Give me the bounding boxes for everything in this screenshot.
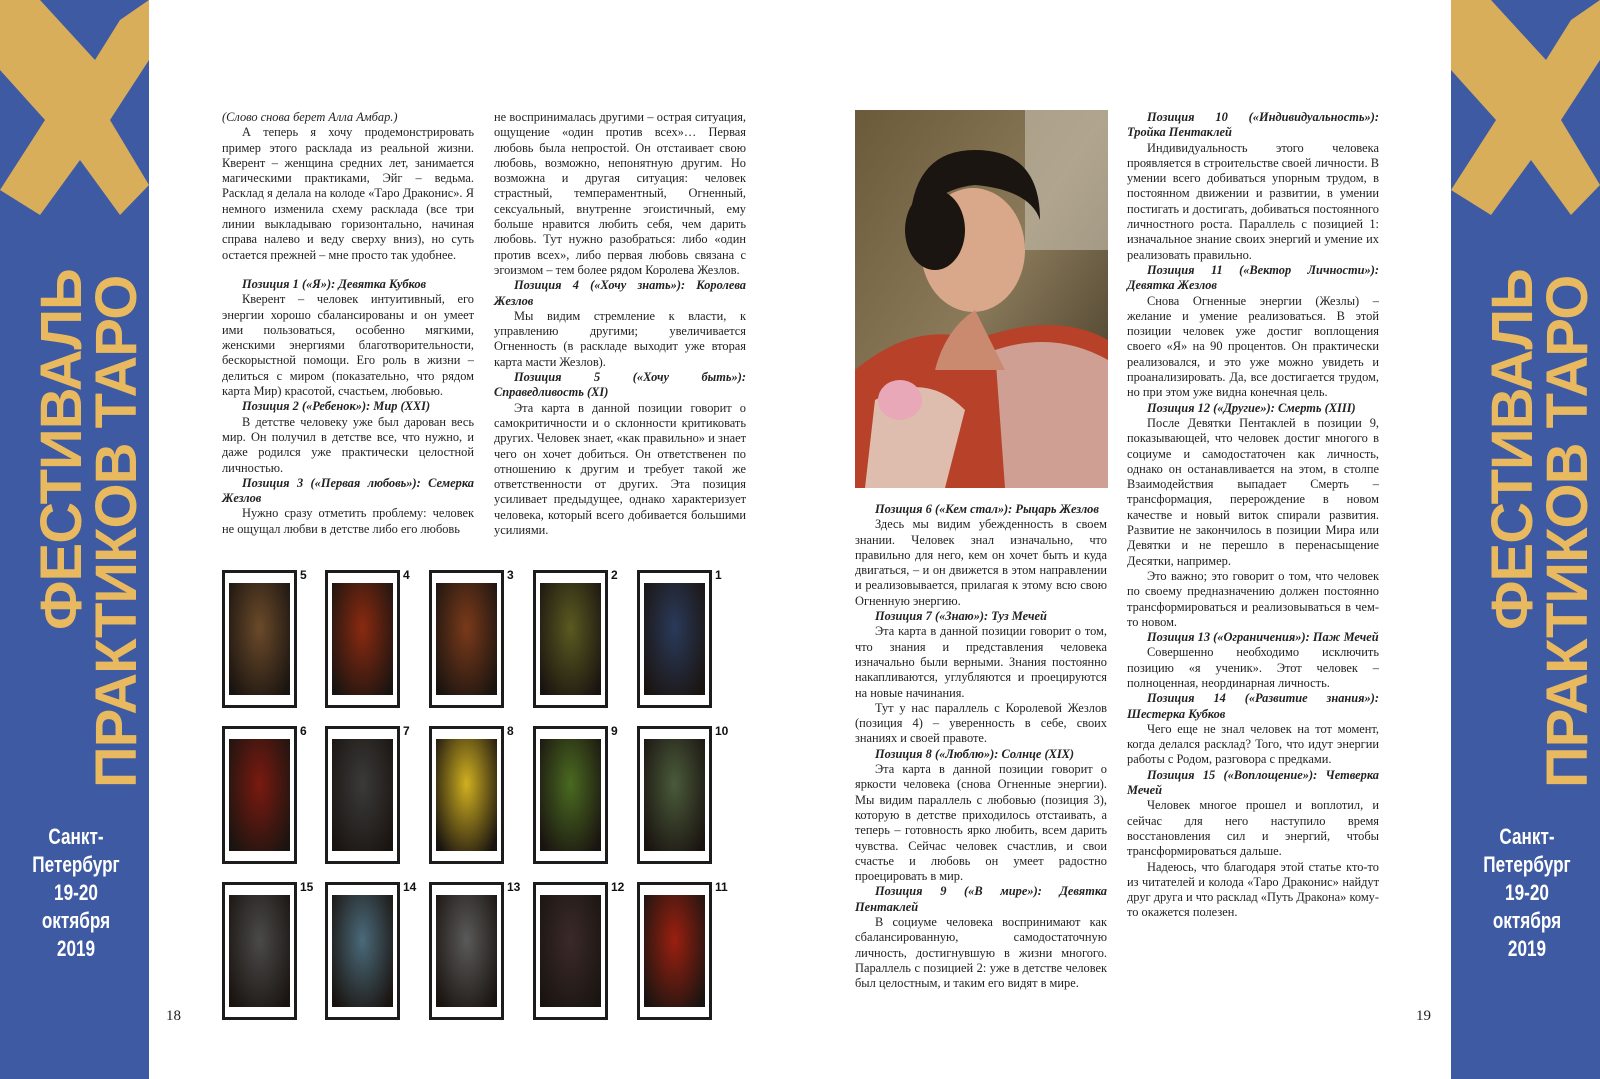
paragraph: Индивидуальность этого человека проявляется в строительстве своей личности. В умении всего добиваться упорным трудом, в постоянном движении и развитии, в умении постигать и достигать, добиваться постоянного личностного роста. Параллель с позицией 1: изначальное знание своих энергий и умение их реализовать правильно. bbox=[1127, 140, 1379, 262]
position-heading: Позиция 7 («Знаю»): Туз Мечей bbox=[875, 609, 1047, 624]
card-position-number: 7 bbox=[403, 724, 410, 738]
position-heading: Позиция 15 («Воплощение»): Четверка Мечей bbox=[1127, 767, 1379, 798]
paragraph: Эта карта в данной позиции говорит о яркости человека (снова Огненные энергии). Мы видим параллель с любовью (позиция 3), которую в детстве приходилось отстаивать, а теперь – готовность ярко любить, всем дарить чувства. Сейчас человек счастлив, и свои счастье и любовь он умеет радостно проецировать в мир. bbox=[855, 762, 1107, 884]
paragraph: Кверент – человек интуитивный, его энергии хорошо сбалансированы и он умеет ими пользоваться, особенно мягкими, женскими энергиями благотворительности, бескорыстной помощи. Его роль в жизни – делиться с миром (показательно, что рядом карта Мир) красотой, счастьем, любовью. bbox=[222, 292, 474, 399]
card-position-number: 4 bbox=[403, 568, 410, 582]
page-number-left: 18 bbox=[166, 1008, 181, 1024]
card-artwork bbox=[332, 583, 393, 695]
position-heading: Позиция 5 («Хочу быть»): Справедливость (XI) bbox=[494, 370, 746, 400]
left-column-1 bbox=[222, 110, 474, 537]
card-position-number: 10 bbox=[715, 724, 729, 738]
tarot-card bbox=[429, 726, 504, 864]
position-heading: Позиция 9 («В мире»): Девятка Пентаклей bbox=[855, 884, 1107, 914]
card-position-number: 3 bbox=[507, 568, 514, 582]
position-heading: Позиция 3 («Первая любовь»): Семерка Жезлов bbox=[222, 475, 474, 506]
paragraph: После Девятки Пентаклей в позиции 9, показывающей, что человек достиг многого в социуме и самодостаточен как личность, однако он останавливается на этом, в столпе Взаимодействия выпадает Смерть – трансформация, перерождение в новом качестве и новый виток спирали развития. Развитие не закончилось в позиции Мира или Девятки и не перешло в перенасыщение Десятки, например. bbox=[1127, 415, 1379, 568]
right-column-1 bbox=[855, 502, 1107, 992]
left-column-2 bbox=[494, 110, 746, 538]
position-heading: Позиция 13 («Ограничения»): Паж Мечей bbox=[1147, 630, 1379, 645]
position-heading: Позиция 6 («Кем стал»): Рыцарь Жезлов bbox=[875, 502, 1099, 516]
card-position-number: 1 bbox=[715, 568, 722, 582]
card-position-number: 2 bbox=[611, 568, 618, 582]
author-photo bbox=[855, 110, 1108, 488]
event-dates: 19-20 октября bbox=[1492, 880, 1562, 933]
card-position-number: 5 bbox=[300, 568, 307, 582]
card-artwork bbox=[436, 583, 497, 695]
card-artwork bbox=[644, 583, 705, 695]
paragraph: (Слово снова берет Алла Амбар.) bbox=[222, 110, 398, 124]
right-column-2 bbox=[1127, 110, 1379, 921]
card-artwork bbox=[332, 739, 393, 851]
tarot-card bbox=[429, 570, 504, 708]
card-position-number: 13 bbox=[507, 880, 521, 894]
paragraph: Снова Огненные энергии (Жезлы) – желание и умение реализоваться. В этой позиции человек уже достиг воплощения своего «Я» на 90 процентов. Он практически реализовался, и это уже можно увидеть и проанализировать. Да, все достигается трудом, но при этом уже видна конечная цель. bbox=[1127, 293, 1379, 400]
position-heading: Позиция 14 («Развитие знания»): Шестерка Кубков bbox=[1127, 691, 1379, 721]
paragraph: В социуме человека воспринимают как сбалансированную, самодостаточную личность, достигнувшую в жизни многого. Параллель с позицией 2: уже в детстве человек был целостным, и таким его видят в мире. bbox=[855, 915, 1107, 991]
position-heading: Позиция 10 («Индивидуальность»): Тройка Пентаклей bbox=[1127, 110, 1379, 140]
paragraph: Совершенно необходимо исключить позицию «я ученик». Этот человек – полноценная, неординарная личность. bbox=[1127, 645, 1379, 690]
title-line-1: ФЕСТИВАЛЬ bbox=[29, 269, 94, 630]
tarot-card bbox=[429, 882, 504, 1020]
page-left bbox=[149, 0, 851, 1079]
card-artwork bbox=[540, 583, 601, 695]
tarot-card bbox=[222, 726, 297, 864]
left-festival-band bbox=[0, 0, 149, 1079]
card-artwork bbox=[644, 739, 705, 851]
card-position-number: 15 bbox=[300, 880, 314, 894]
card-artwork bbox=[644, 895, 705, 1007]
card-artwork bbox=[332, 895, 393, 1007]
tarot-card bbox=[533, 882, 608, 1020]
title-line-2: ПРАКТИКОВ ТАРО bbox=[1535, 275, 1600, 788]
paragraph: А теперь я хочу продемонстрировать пример этого расклада из реальной жизни. Кверент – женщина средних лет, занимается магическими практиками, Эйг – ведьма. Расклад я делала на колоде «Таро Драконис». Я немного изменила схему расклада (все три линии выкладываю горизонтально, начиная справа налево и веду сверху вниз), но суть остается прежней – мне просто так удобнее. bbox=[222, 125, 474, 262]
paragraph: Эта карта в данной позиции говорит о самокритичности и о склонности критиковать других. Человек знает, «как правильно» и знает чего он хочет добиться. Он ответственен по отношению к другим и требует такой же ответственности от других. Эта позиция усиливает предыдущее, однако характеризует человека, который всего добивается большими усилиями. bbox=[494, 400, 746, 538]
paragraph: Здесь мы видим убежденность в своем знании. Человек знал изначально, что правильно для него, кем он хочет быть и куда двигаться, – и он движется в этом направлении и реализовывается, прилагая к этому всю свою Огненную энергию. bbox=[855, 517, 1107, 608]
event-year: 2019 bbox=[56, 936, 96, 961]
card-artwork bbox=[229, 583, 290, 695]
paragraph: Мы видим стремление к власти, к управлению другими; увеличивается Огненность (в раскладе выходит уже вторая карта масти Жезлов). bbox=[494, 308, 746, 369]
paragraph: Человек многое прошел и воплотил, и сейчас для него наступило время восстановления сил и энергий, чтобы трансформироваться дальше. bbox=[1127, 798, 1379, 859]
festival-vertical-title bbox=[28, 240, 149, 810]
event-city: Санкт-Петербург bbox=[32, 824, 120, 877]
tarot-card bbox=[533, 726, 608, 864]
position-heading: Позиция 11 («Вектор Личности»): Девятка Жезлов bbox=[1127, 262, 1379, 293]
card-position-number: 8 bbox=[507, 724, 514, 738]
event-location-dates bbox=[1472, 823, 1581, 963]
tarot-card bbox=[533, 570, 608, 708]
tarot-card bbox=[637, 726, 712, 864]
cross-logo-icon bbox=[0, 0, 149, 230]
paragraph: В детстве человеку уже был дарован весь мир. Он получил в детстве все, что нужно, и даже родился уже практически целостной личностью. bbox=[222, 414, 474, 475]
cross-logo-icon bbox=[1451, 0, 1600, 230]
paragraph: Эта карта в данной позиции говорит о том, что знания и представления человека изначально были верными. Знания постоянно накапливаются, углубляются и проецируются на новые начинания. bbox=[855, 624, 1107, 700]
paragraph: Это важно; это говорит о том, что человек по своему предназначению должен постоянно трансформироваться и реализовываться в чем-то новом. bbox=[1127, 568, 1379, 629]
title-line-2: ПРАКТИКОВ ТАРО bbox=[84, 275, 149, 788]
festival-vertical-title bbox=[1479, 240, 1600, 810]
title-line-1: ФЕСТИВАЛЬ bbox=[1480, 269, 1545, 630]
card-artwork bbox=[229, 739, 290, 851]
card-position-number: 9 bbox=[611, 724, 618, 738]
card-artwork bbox=[540, 895, 601, 1007]
position-heading: Позиция 1 («Я»): Девятка Кубков bbox=[242, 276, 427, 291]
tarot-card bbox=[325, 726, 400, 864]
tarot-card bbox=[222, 882, 297, 1020]
position-heading: Позиция 12 («Другие»): Смерть (XIII) bbox=[1147, 400, 1356, 415]
paragraph: Тут у нас параллель с Королевой Жезлов (позиция 4) – уверенность в себе, своих знаниях и своей правоте. bbox=[855, 700, 1107, 746]
card-position-number: 14 bbox=[403, 880, 417, 894]
paragraph: Надеюсь, что благодаря этой статье кто-то из читателей и колода «Таро Драконис» найдут друг друга и что расклад «Путь Дракона» кому-то окажется полезен. bbox=[1127, 859, 1379, 920]
event-location-dates bbox=[21, 823, 130, 963]
tarot-card bbox=[637, 570, 712, 708]
tarot-card bbox=[222, 570, 297, 708]
card-position-number: 11 bbox=[715, 880, 728, 894]
position-heading: Позиция 2 («Ребенок»): Мир (XXI) bbox=[242, 399, 431, 414]
event-dates: 19-20 октября bbox=[41, 880, 111, 933]
tarot-card bbox=[325, 882, 400, 1020]
card-position-number: 12 bbox=[611, 880, 625, 894]
card-artwork bbox=[229, 895, 290, 1007]
paragraph: Чего еще не знал человек на тот момент, когда делался расклад? Того, что идут энергии работы с Родом, разговора с предками. bbox=[1127, 721, 1379, 767]
event-city: Санкт-Петербург bbox=[1483, 824, 1571, 877]
card-artwork bbox=[540, 739, 601, 851]
paragraph: не воспринималась другими – острая ситуация, ощущение «один против всех»… Первая любовь была непростой. Он отстаивает свою любовь, возможно, непонятную другим. Но возможна и другая ситуация: человек страстный, темпераментный, Огненный, сексуальный, внутренне эгоистичный, ему больше нравится любить себя, чем дарить любовь. Тут нужно разобраться: либо «один против всех», либо первая любовь связана с эгоизмом – тем более рядом Королева Жезлов. bbox=[494, 110, 746, 277]
position-heading: Позиция 4 («Хочу знать»): Королева Жезлов bbox=[494, 278, 746, 308]
position-heading: Позиция 8 («Люблю»): Солнце (XIX) bbox=[875, 746, 1075, 761]
tarot-card bbox=[637, 882, 712, 1020]
event-year: 2019 bbox=[1507, 936, 1547, 961]
tarot-card bbox=[325, 570, 400, 708]
card-position-number: 6 bbox=[300, 724, 307, 738]
right-festival-band bbox=[1451, 0, 1600, 1079]
card-artwork bbox=[436, 739, 497, 851]
card-artwork bbox=[436, 895, 497, 1007]
paragraph: Нужно сразу отметить проблему: человек не ощущал любви в детстве либо его любовь bbox=[222, 506, 474, 536]
page-number-right: 19 bbox=[1416, 1008, 1431, 1024]
